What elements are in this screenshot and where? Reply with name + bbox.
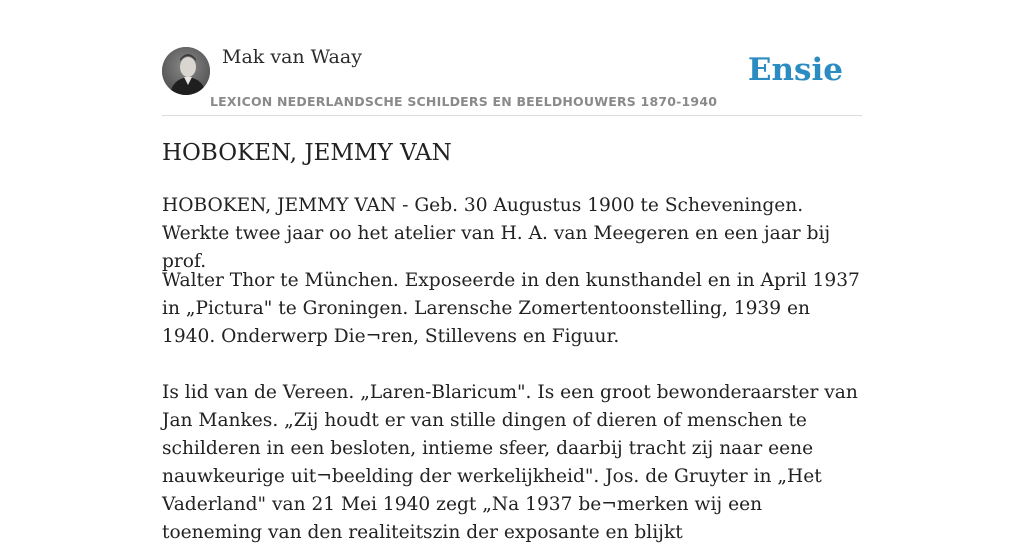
author-avatar[interactable] xyxy=(162,47,210,95)
portrait-image xyxy=(162,47,210,95)
article-header xyxy=(162,0,862,116)
article-paragraph: HOBOKEN, JEMMY VAN - Geb. 30 Augustus 1900 te Scheveningen. Werkte twee jaar oo het atelier van H. A. van Meegeren en een jaar bij prof. xyxy=(162,195,831,272)
article-title: HOBOKEN, JEMMY VAN xyxy=(162,140,452,166)
author-name[interactable]: Mak van Waay xyxy=(222,46,362,68)
ensie-logo[interactable]: Ensie xyxy=(747,52,843,88)
article-paragraph: Walter Thor te München. Exposeerde in den kunsthandel en in April 1937 in „Pictura" te Groningen. Larensche Zomertentoonstelling, 1939 en 1940. Onderwerp Die¬ren, Stillevens en Figuur. Is lid van de Vereen. „Laren-Blaricum". Is een groot bewonderaarster van Jan Mankes. „Zij houdt er van stille dingen of dieren of menschen te schilderen in een besloten, intieme sfeer, daarbij tracht zij naar eene nauwkeurige uit¬beelding der werkelijkheid". Jos. de Gruyter in „Het Vaderland" van 21 Mei 1940 zegt „Na 1937 be¬merken wij een toeneming van den realiteitszin der exposante en blijkt xyxy=(162,270,860,543)
article-page xyxy=(162,0,862,543)
source-subtitle[interactable]: LEXICON NEDERLANDSCHE SCHILDERS EN BEELDHOUWERS 1870-1940 xyxy=(210,94,718,109)
